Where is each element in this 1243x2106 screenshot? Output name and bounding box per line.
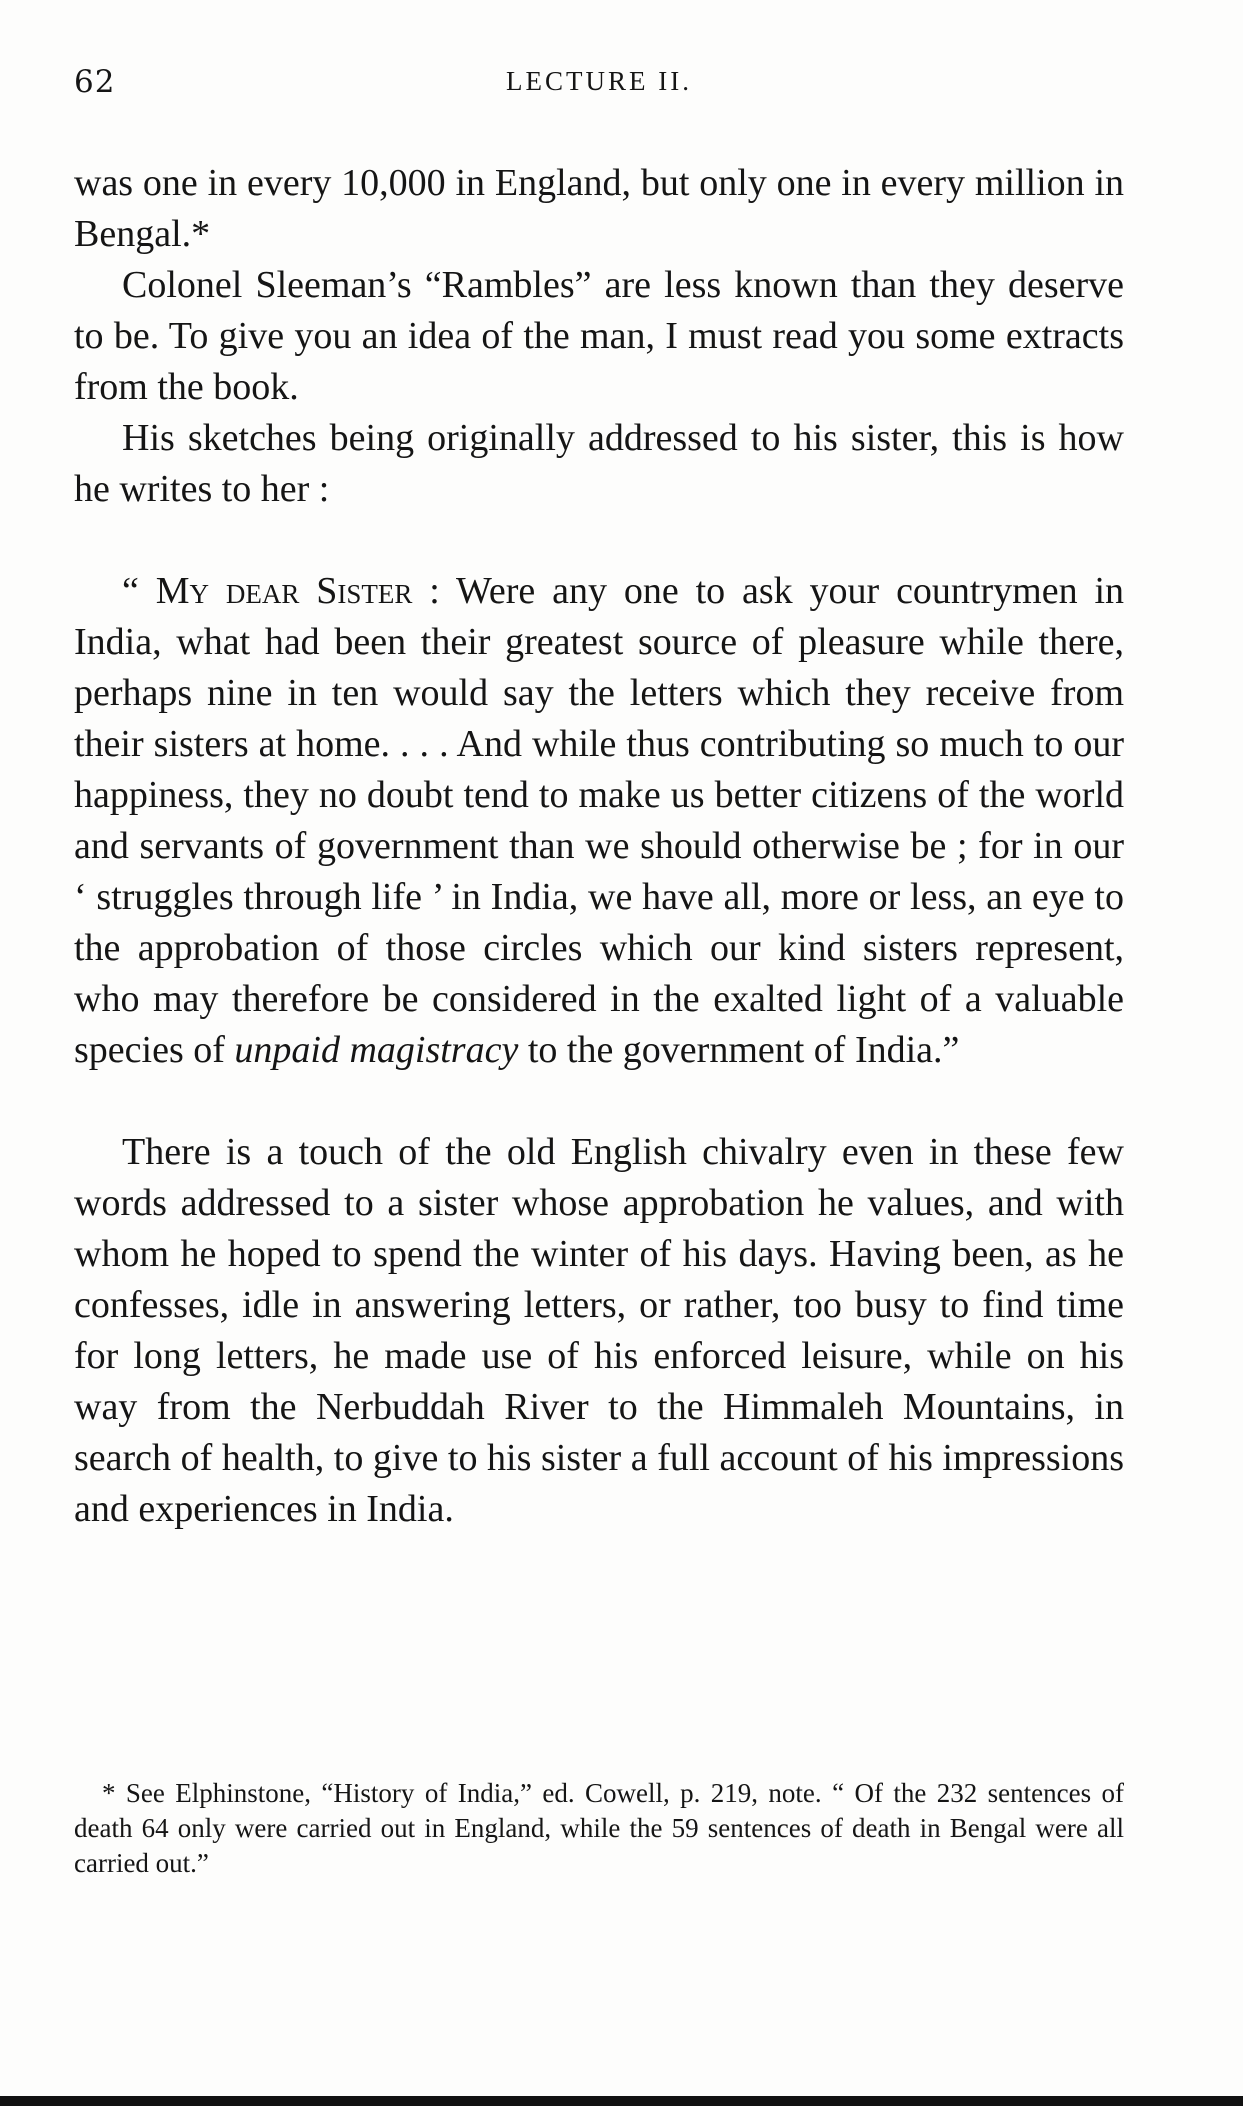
paragraph-chivalry: There is a touch of the old English chivalry even in these few words addressed to a sister whose approbation he values, and with whom he hoped to spend the winter of his days. Having been, as he confesses, idle in answering letters, or rather, too busy to find time for long letters, he made use of his enforced leisure, while on his way from the Nerbuddah River to the Himmaleh Mountains, in search of health, to give to his sister a full account of his impressions and experiences in India. bbox=[74, 1131, 1124, 1530]
quote-text-after-italic: to the government of India.” bbox=[518, 1029, 960, 1071]
letter-quotation bbox=[74, 566, 1124, 1076]
main-text bbox=[74, 158, 1124, 1535]
running-head: LECTURE II. bbox=[506, 66, 692, 96]
page-number: 62 bbox=[74, 64, 116, 100]
paragraph-continuation: was one in every 10,000 in England, but only one in every million in Bengal.* bbox=[74, 162, 1124, 255]
footnote-elphinstone: * See Elphinstone, “History of India,” ed. Cowell, p. 219, note. “ Of the 232 sentences of death 64 only were carried out in England, while the 59 sentences of death in Bengal were all carried out.” bbox=[74, 1778, 1124, 1878]
page-header bbox=[74, 64, 1124, 104]
paragraph-rambles: Colonel Sleeman’s “Rambles” are less known than they deserve to be. To give you an idea of the man, I must read you some extracts from the book. bbox=[74, 264, 1124, 408]
footnotes bbox=[74, 1776, 1124, 1881]
quote-italic-phrase: unpaid magistracy bbox=[234, 1029, 519, 1071]
quote-open-mark: “ bbox=[122, 570, 156, 612]
quote-text-before-italic: : Were any one to ask your countrymen in India, what had been their greatest source of pleasure while there, perhaps nine in ten would say the letters which they receive from their sisters at home. . . . And while thus contributing so much to our happiness, they no doubt tend to make us better citizens of the world and servants of government than we should otherwise be ; for in our ‘ struggles through life ’ in India, we have all, more or less, an eye to the approbation of those circles which our kind sisters represent, who may therefore be considered in the exalted light of a valuable species of bbox=[74, 570, 1125, 1071]
paragraph-sketches: His sketches being originally addressed to his sister, this is how he writes to her : bbox=[74, 417, 1124, 510]
page-bottom-edge bbox=[0, 2096, 1243, 2106]
quote-salutation: My dear Sister bbox=[155, 570, 413, 612]
